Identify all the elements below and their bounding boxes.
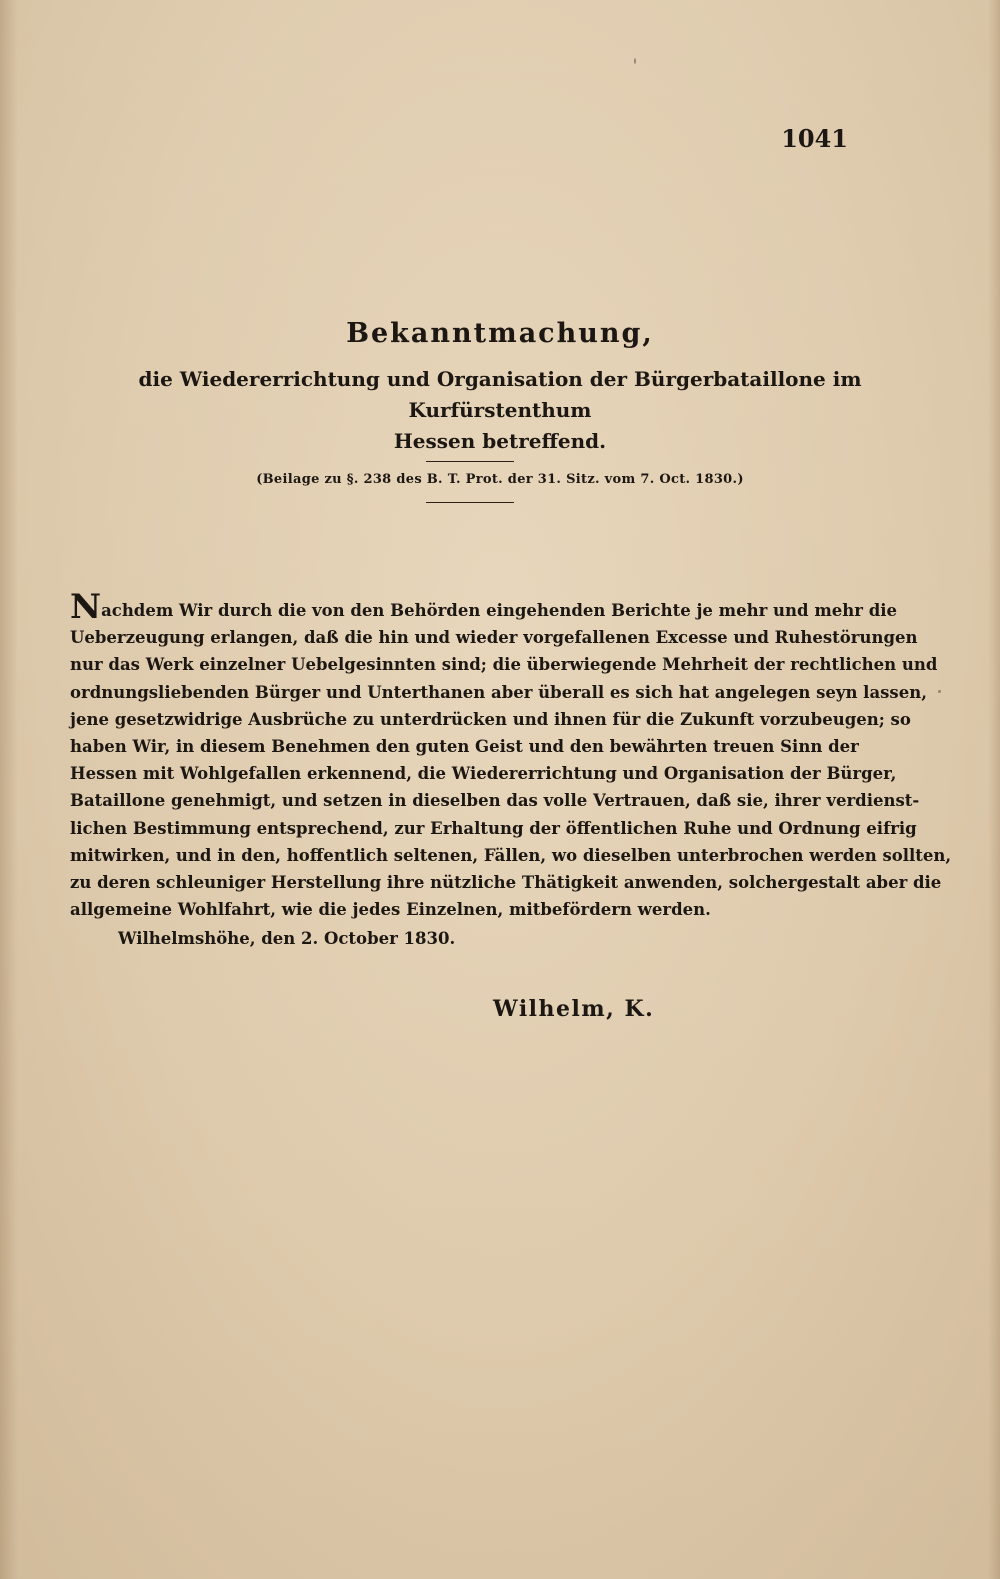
paper-speck bbox=[634, 58, 636, 64]
body-line: Bataillone genehmigt, und setzen in dieselben das volle Vertrauen, daß sie, ihrer verdienst- bbox=[70, 791, 920, 811]
body-line: lichen Bestimmung entsprechend, zur Erhaltung der öffentlichen Ruhe und Ordnung eifrig bbox=[70, 818, 917, 838]
document-title: Bekanntmachung, bbox=[346, 318, 654, 349]
supplement-reference: (Beilage zu §. 238 des B. T. Prot. der 31. Sitz. vom 7. Oct. 1830.) bbox=[256, 472, 744, 487]
page-shadow-right bbox=[988, 0, 1000, 1579]
divider-bottom bbox=[426, 502, 514, 503]
body-line: haben Wir, in diesem Benehmen den guten Geist und den bewährten treuen Sinn der bbox=[70, 737, 859, 757]
proclamation-body bbox=[70, 587, 952, 923]
divider-top bbox=[426, 461, 514, 462]
body-line: zu deren schleuniger Herstellung ihre nützliche Thätigkeit anwenden, solchergestalt aber die bbox=[70, 873, 942, 893]
drop-cap: N bbox=[70, 587, 102, 627]
dateline: Wilhelmshöhe, den 2. October 1830. bbox=[118, 929, 456, 948]
paper-speck bbox=[938, 690, 941, 693]
body-line: mitwirken, und in den, hoffentlich seltenen, Fällen, wo dieselben unterbrochen werden sollten, bbox=[70, 845, 952, 865]
subtitle-line-1: die Wiedererrichtung und Organisation der Bürgerbataillone im Kurfürstenthum bbox=[138, 367, 862, 422]
body-line: Ueberzeugung erlangen, daß die hin und wieder vorgefallenen Excesse und Ruhestörungen bbox=[70, 628, 918, 648]
body-line: ordnungsliebenden Bürger und Unterthanen aber überall es sich hat angelegen seyn lassen, bbox=[70, 682, 927, 702]
document-subtitle bbox=[70, 364, 930, 457]
subtitle-line-2: Hessen betreffend. bbox=[393, 429, 607, 453]
page-shadow-left bbox=[0, 0, 18, 1579]
page-number: 1041 bbox=[781, 124, 848, 153]
body-line: Nachdem Wir durch die von den Behörden eingehenden Berichte je mehr und mehr die bbox=[70, 587, 898, 627]
body-line: Hessen mit Wohlgefallen erkennend, die Wiedererrichtung und Organisation der Bürger, bbox=[70, 764, 897, 784]
signature: Wilhelm, K. bbox=[493, 996, 655, 1022]
body-line: jene gesetzwidrige Ausbrüche zu unterdrücken und ihnen für die Zukunft vorzubeugen; so bbox=[70, 709, 911, 729]
body-line: nur das Werk einzelner Uebelgesinnten sind; die überwiegende Mehrheit der rechtlichen und bbox=[70, 655, 938, 675]
body-line: allgemeine Wohlfahrt, wie die jedes Einzelnen, mitbefördern werden. bbox=[70, 900, 711, 920]
